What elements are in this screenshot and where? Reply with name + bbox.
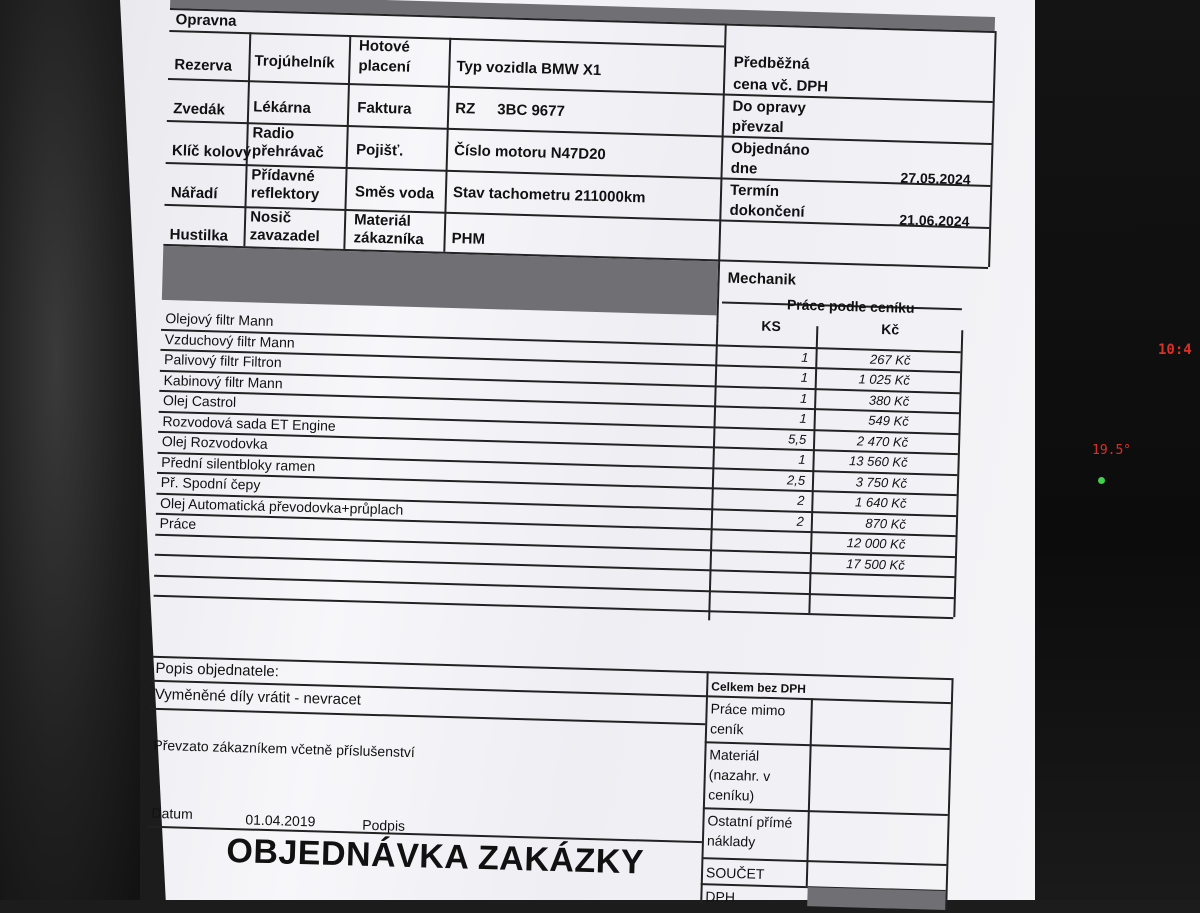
item-ks: 2 xyxy=(797,492,805,508)
phm-label: PHM xyxy=(451,229,486,248)
vymenene-dily: Vyměněné díly vrátit - nevracet xyxy=(154,685,362,709)
item-kc: 13 560 Kč xyxy=(848,453,908,470)
grid-line xyxy=(945,678,953,910)
item-ks: 1 xyxy=(798,451,806,467)
item-ks xyxy=(756,533,804,534)
item-name: Palivový filtr Filtron xyxy=(163,350,282,371)
item-name: Práce xyxy=(159,514,197,532)
rz-value: 3BC 9677 xyxy=(497,101,566,121)
pridavne-label-2: reflektory xyxy=(250,184,320,204)
typ-vozidla: Typ vozidla BMW X1 xyxy=(456,58,602,80)
termin-label-2: dokončení xyxy=(729,201,805,221)
stav-tachometru: Stav tachometru 211000km xyxy=(452,183,646,207)
item-kc: 380 Kč xyxy=(868,392,910,409)
predbezna-label-2: cena vč. DPH xyxy=(732,75,829,96)
nosic-label-1: Nosič xyxy=(249,208,292,227)
faktura-label: Faktura xyxy=(357,99,412,118)
grid-line xyxy=(150,708,705,725)
smes-voda-label: Směs voda xyxy=(354,183,435,203)
dashboard-temperature: 19.5° xyxy=(1092,443,1132,458)
popis-objednatele: Popis objednatele: xyxy=(155,659,280,681)
material-nazahr-2: (nazahr. v xyxy=(708,766,771,785)
dashboard-clock: 10:4 xyxy=(1158,342,1192,358)
datum-value: 01.04.2019 xyxy=(245,811,316,830)
prace-mimo-1: Práce mimo xyxy=(710,700,786,719)
item-kc: 12 000 Kč xyxy=(846,535,906,552)
hotove-label-1: Hotové xyxy=(358,37,411,56)
grid-line xyxy=(443,38,451,252)
hustilka-label: Hustilka xyxy=(169,226,229,245)
item-name: Kabinový filtr Mann xyxy=(163,371,283,391)
grid-line xyxy=(716,23,726,323)
dph-label: DPH xyxy=(705,888,736,906)
rezerva-label: Rezerva xyxy=(174,56,233,75)
prace-podle-ceniku-label: Práce podle ceníku xyxy=(786,296,915,316)
grid-line xyxy=(154,574,954,598)
pridavne-label-1: Přídavné xyxy=(251,166,315,186)
ks-header: KS xyxy=(761,317,782,335)
trojuhelnik-label: Trojúhelník xyxy=(254,52,335,72)
item-name: Olej Castrol xyxy=(162,391,237,410)
grid-line xyxy=(343,35,351,249)
item-kc: 1 640 Kč xyxy=(854,494,907,511)
item-ks xyxy=(754,574,802,575)
nosic-label-2: zavazadel xyxy=(249,226,320,246)
termin-date: 21.06.2024 xyxy=(899,211,970,230)
radio-label-2: přehrávač xyxy=(251,142,324,162)
objednano-label-1: Objednáno xyxy=(731,139,810,159)
item-kc: 3 750 Kč xyxy=(855,473,908,491)
item-name: Olej Automatická převodovka+průplach xyxy=(159,494,404,518)
item-ks: 2,5 xyxy=(786,471,806,488)
material-nazahr-1: Materiál xyxy=(709,746,760,764)
opravna-label: Opravna xyxy=(175,11,237,30)
item-ks: 1 xyxy=(801,349,809,365)
soucet-label: SOUČET xyxy=(705,864,765,882)
material-nazahr-3: ceníku) xyxy=(708,786,755,804)
klic-kolovy-label: Klíč kolový xyxy=(171,142,252,162)
predbezna-label-1: Předběžná xyxy=(733,53,810,73)
item-name: Olejový filtr Mann xyxy=(165,309,274,330)
prevzato-zakaznikem: Převzato zákazníkem včetně příslušenství xyxy=(153,736,415,761)
indicator-light xyxy=(1098,477,1105,484)
grid-line xyxy=(806,698,813,886)
podpis-label: Podpis xyxy=(362,816,406,834)
prace-mimo-2: ceník xyxy=(709,720,744,738)
grid-line xyxy=(154,595,954,619)
radio-label-1: Radio xyxy=(252,124,295,143)
bottom-shaded-cell xyxy=(807,887,945,910)
item-kc: 549 Kč xyxy=(868,412,909,429)
item-ks xyxy=(755,553,803,554)
item-kc: 2 470 Kč xyxy=(856,432,909,450)
item-name: Vzduchový filtr Mann xyxy=(164,330,295,351)
order-form xyxy=(145,8,979,910)
objednano-date: 27.05.2024 xyxy=(900,169,971,188)
item-ks: 5,5 xyxy=(787,430,807,447)
ostatni-2: náklady xyxy=(706,832,756,850)
datum-label: Datum xyxy=(151,804,193,822)
item-ks xyxy=(754,594,802,595)
do-opravy-label-2: převzal xyxy=(731,117,784,137)
item-kc: 17 500 Kč xyxy=(846,555,905,573)
item-name: Rozvodová sada ET Engine xyxy=(162,412,336,434)
steering-wheel-background xyxy=(0,0,140,900)
item-ks: 1 xyxy=(799,390,808,406)
item-kc: 1 025 Kč xyxy=(858,371,911,388)
item-kc: 267 Kč xyxy=(869,351,911,368)
item-name: Př. Spodní čepy xyxy=(160,473,261,493)
objednano-label-2: dne xyxy=(730,159,758,178)
pojist-label: Pojišť. xyxy=(355,141,404,160)
item-ks: 1 xyxy=(799,410,807,426)
item-name: Olej Rozvodovka xyxy=(161,432,268,452)
cislo-motoru: Číslo motoru N47D20 xyxy=(453,141,607,164)
ostatni-1: Ostatní přímé xyxy=(707,812,793,831)
grid-line xyxy=(708,323,718,620)
item-ks: 2 xyxy=(796,513,805,529)
hotove-label-2: placení xyxy=(358,57,411,76)
kc-header: Kč xyxy=(881,320,900,338)
lekarna-label: Lékárna xyxy=(253,98,312,117)
material-zakaznika-2: zákazníka xyxy=(353,229,424,249)
document-title: OBJEDNÁVKA ZAKÁZKY xyxy=(225,831,645,882)
zvedak-label: Zvedák xyxy=(172,100,226,119)
do-opravy-label-1: Do opravy xyxy=(732,97,807,117)
grid-line xyxy=(169,30,724,47)
mechanik-label: Mechanik xyxy=(727,269,797,289)
termin-label-1: Termín xyxy=(729,181,780,201)
celkem-bez-dph: Celkem bez DPH xyxy=(711,679,807,697)
item-kc: 870 Kč xyxy=(865,515,907,532)
rz-label: RZ xyxy=(455,100,476,118)
item-ks: 1 xyxy=(800,369,809,385)
naradi-label: Nářadí xyxy=(170,184,218,203)
item-name: Přední silentbloky ramen xyxy=(161,453,316,474)
material-zakaznika-1: Materiál xyxy=(353,211,412,230)
